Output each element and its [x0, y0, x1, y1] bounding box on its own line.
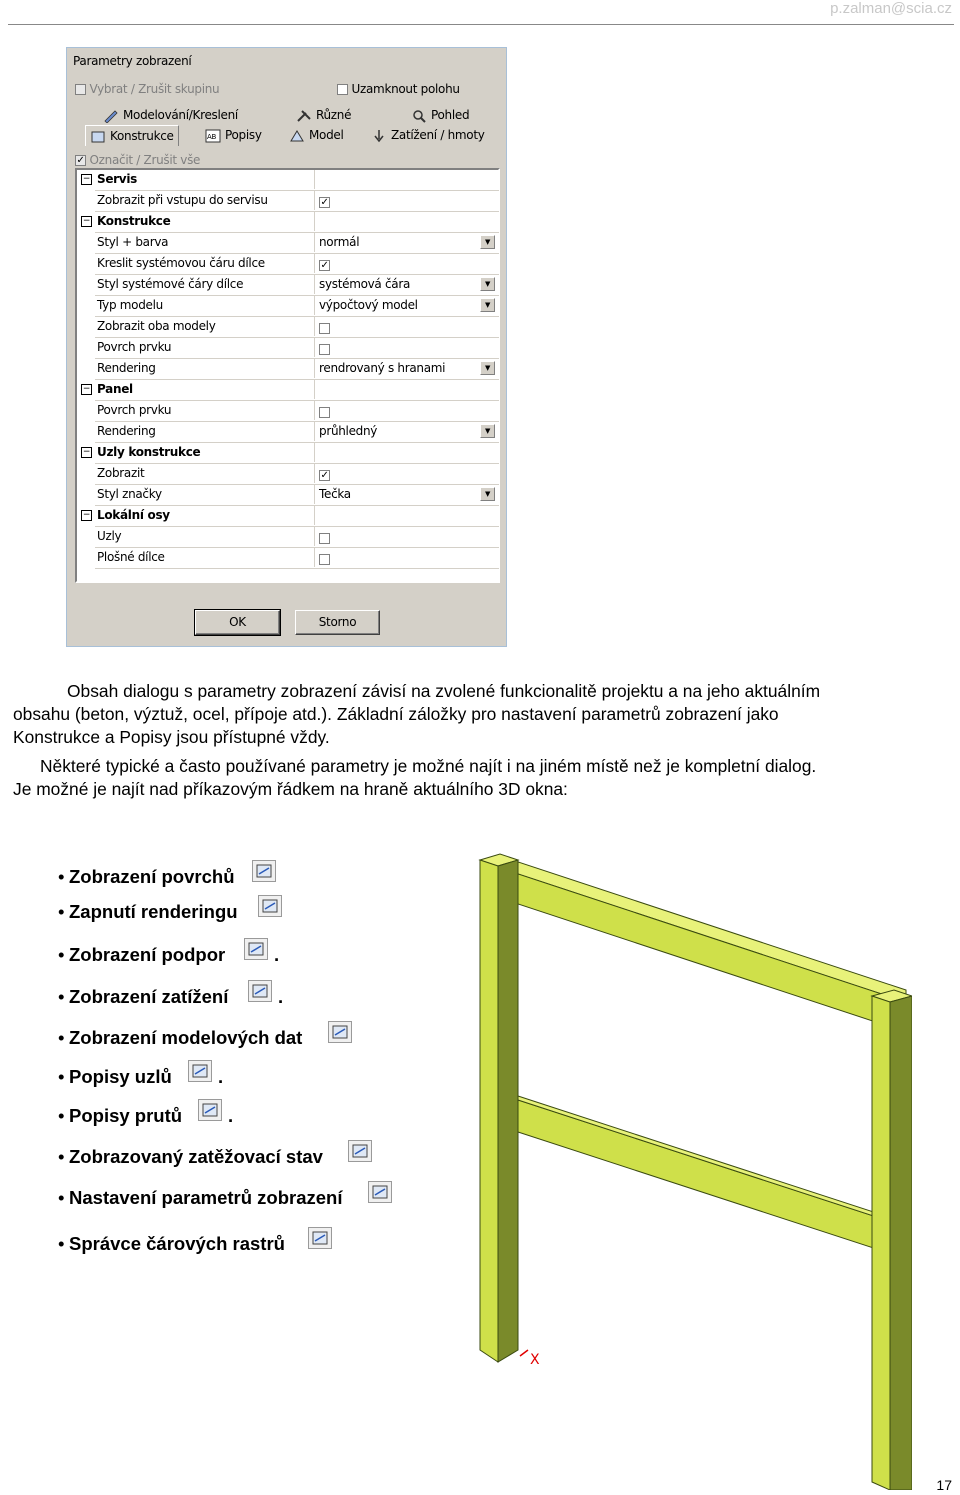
tab-loads[interactable]: Zatížení / hmoty	[367, 125, 489, 145]
grid-property-row[interactable]	[95, 296, 499, 317]
tab-view[interactable]: Pohled	[407, 105, 473, 125]
property-grid-rows	[82, 170, 499, 569]
grid-row-label: Styl značky	[95, 485, 315, 504]
collapse-icon[interactable]: −	[82, 447, 91, 457]
grid-row-label: Zobrazit oba modely	[95, 317, 315, 336]
property-grid[interactable]	[75, 168, 500, 583]
checkbox[interactable]	[319, 323, 330, 334]
grid-row-label: Panel	[95, 380, 315, 399]
header-divider	[8, 24, 954, 25]
paragraph-2-line-2: Je možné je najít nad příkazovým řádkem na hraně aktuálního 3D okna:	[13, 779, 568, 799]
grid-row-label: Zobrazit	[95, 464, 315, 483]
checkbox[interactable]: ✓	[320, 197, 329, 208]
grid-property-row[interactable]	[95, 317, 499, 338]
grid-row-label: Povrch prvku	[95, 401, 315, 420]
tab-model[interactable]: Model	[285, 125, 348, 145]
bullet-dot: •	[58, 901, 65, 922]
grid-property-row[interactable]	[95, 233, 499, 254]
grid-property-row[interactable]	[95, 401, 499, 422]
grid-row-label: Uzly	[95, 527, 315, 546]
display-parameters-dialog	[66, 47, 507, 647]
bullet-dot: •	[58, 1187, 65, 1208]
grid-row-value[interactable]	[317, 548, 499, 567]
list-item	[58, 986, 228, 1008]
grid-row-label: Kreslit systémovou čáru dílce	[95, 254, 315, 273]
checkbox[interactable]	[319, 344, 330, 355]
list-item-label: Zapnutí renderingu	[69, 901, 238, 922]
grid-row-value[interactable]	[317, 338, 499, 357]
paragraph-1-line-1: Obsah dialogu s parametry zobrazení závisí na zvolené funkcionalitě projektu a na jeho aktuálním	[67, 681, 821, 701]
dropdown-value: výpočtový model	[319, 298, 418, 312]
grid-row-label: Uzly konstrukce	[95, 443, 315, 462]
list-item	[58, 901, 238, 923]
select-group-label: Vybrat / Zrušit skupinu	[89, 82, 220, 96]
magnifier-icon	[411, 109, 427, 123]
list-item-label: Zobrazení modelových dat	[69, 1027, 303, 1048]
grid-row-value[interactable]	[317, 317, 499, 336]
collapse-icon[interactable]: −	[82, 384, 91, 394]
grid-property-row[interactable]	[95, 548, 499, 569]
paragraph-1	[13, 680, 943, 749]
grid-row-value[interactable]	[317, 254, 499, 273]
grid-property-row[interactable]	[95, 191, 499, 212]
grid-row-label: Rendering	[95, 422, 315, 441]
collapse-icon[interactable]: −	[82, 510, 91, 520]
bullet-dot: •	[58, 1027, 65, 1048]
bullet-dot: •	[58, 1146, 65, 1167]
grid-group-row[interactable]	[82, 170, 499, 191]
grid-group-row[interactable]	[82, 506, 499, 527]
paragraph-2	[13, 755, 943, 801]
pencil-icon	[103, 109, 119, 123]
list-item-label: Zobrazení zatížení	[69, 986, 229, 1007]
checkbox[interactable]	[319, 533, 330, 544]
paragraph-2-line-1: Některé typické a často používané parametry je možné najít i na jiném místě než je kompletní dialog.	[40, 756, 817, 776]
view-params-icon[interactable]	[368, 1181, 392, 1203]
grid-row-value[interactable]	[317, 401, 499, 420]
member-labels-icon[interactable]	[198, 1099, 222, 1121]
list-item	[58, 1105, 182, 1127]
list-item	[58, 944, 225, 966]
list-item-label: Zobrazovaný zatěžovací stav	[69, 1146, 323, 1167]
list-item-label: Zobrazení povrchů	[69, 866, 235, 887]
dropdown-value: systémová čára	[319, 277, 411, 291]
tab-structure[interactable]: Konstrukce	[85, 125, 179, 146]
svg-text:AB: AB	[207, 132, 216, 141]
grid-row-value[interactable]	[317, 359, 499, 378]
select-group-checkbox[interactable]	[75, 84, 86, 95]
grid-row-value[interactable]	[317, 191, 499, 210]
grid-row-label: Lokální osy	[95, 506, 315, 525]
dropdown-arrow-icon[interactable]: ▼	[480, 424, 495, 438]
checkbox[interactable]	[319, 554, 330, 565]
select-group-option[interactable]	[75, 82, 219, 102]
bullet-dot: •	[58, 1066, 65, 1087]
mark-all-label: Označit / Zrušit vše	[89, 153, 201, 167]
render-icon[interactable]	[258, 895, 282, 917]
list-item	[58, 866, 235, 888]
load-icon[interactable]	[248, 980, 272, 1002]
list-item	[58, 1066, 172, 1088]
grid-property-row[interactable]	[95, 464, 499, 485]
collapse-icon[interactable]: −	[82, 174, 91, 184]
list-item	[58, 1027, 302, 1049]
tab-modeling[interactable]: Modelování/Kreslení	[99, 105, 242, 125]
grid-row-value[interactable]	[317, 233, 499, 252]
grid-row-label: Styl systémové čáry dílce	[95, 275, 315, 294]
dropdown-arrow-icon[interactable]: ▼	[480, 277, 495, 291]
list-item	[58, 1146, 323, 1168]
load-case-icon[interactable]	[348, 1140, 372, 1162]
grid-group-row[interactable]	[82, 212, 499, 233]
grid-property-row[interactable]	[95, 359, 499, 380]
dropdown-value: rendrovaný s hranami	[319, 361, 446, 375]
grid-row-value[interactable]	[317, 296, 499, 315]
bullet-dot: •	[58, 1233, 65, 1254]
bullet-dot: •	[58, 1105, 65, 1126]
cancel-button[interactable]: Storno	[295, 610, 380, 635]
grid-property-row[interactable]	[95, 485, 499, 506]
lock-position-checkbox[interactable]	[337, 84, 348, 95]
grid-property-row[interactable]	[95, 275, 499, 296]
checkbox[interactable]: ✓	[320, 470, 329, 481]
list-item-trail: .	[278, 986, 284, 1007]
dropdown-arrow-icon[interactable]: ▼	[480, 235, 495, 249]
list-item-label: Správce čárových rastrů	[69, 1233, 285, 1254]
axis-marker-icon: X	[530, 1352, 540, 1368]
list-item-trail: .	[228, 1105, 234, 1126]
ok-button[interactable]: OK	[195, 610, 280, 635]
grid-row-value[interactable]	[317, 464, 499, 483]
abc-icon	[205, 129, 221, 143]
paragraph-1-line-2: obsahu (beton, výztuž, ocel, přípoje atd.). Základní záložky pro nastavení parametrů zobrazení jako	[13, 704, 779, 724]
surface-icon[interactable]	[252, 860, 276, 882]
arrow-down-icon	[371, 129, 387, 143]
grid-row-value[interactable]	[317, 485, 499, 504]
grid-row-label: Povrch prvku	[95, 338, 315, 357]
grid-group-row[interactable]	[82, 443, 499, 464]
mark-all-checkbox[interactable]: ✓	[76, 155, 85, 166]
grid-property-row[interactable]	[95, 527, 499, 548]
dropdown-arrow-icon[interactable]: ▼	[480, 298, 495, 312]
grid-row-label: Plošné dílce	[95, 548, 315, 567]
list-item-label: Popisy prutů	[69, 1105, 183, 1126]
model-icon	[289, 129, 305, 143]
header-email: p.zalman@scia.cz	[830, 0, 952, 17]
grid-row-label: Typ modelu	[95, 296, 315, 315]
grid-row-value[interactable]	[317, 275, 499, 294]
dropdown-arrow-icon[interactable]: ▼	[480, 487, 495, 501]
dialog-title: Parametry zobrazení	[73, 54, 192, 68]
grid-row-label: Servis	[95, 170, 315, 189]
collapse-icon[interactable]: −	[82, 216, 91, 226]
list-item-trail: .	[274, 944, 280, 965]
grid-row-label: Konstrukce	[95, 212, 315, 231]
bullet-dot: •	[58, 986, 65, 1007]
list-item-label: Nastavení parametrů zobrazení	[69, 1187, 343, 1208]
node-labels-icon[interactable]	[188, 1060, 212, 1082]
grid-row-label: Rendering	[95, 359, 315, 378]
bullet-dot: •	[58, 866, 65, 887]
grid-row-value[interactable]	[317, 422, 499, 441]
grid-row-label: Styl + barva	[95, 233, 315, 252]
top-beam-top	[500, 856, 906, 1002]
list-item-label: Popisy uzlů	[69, 1066, 172, 1087]
top-beam-side	[500, 868, 906, 1032]
list-item	[58, 1187, 342, 1209]
grid-property-row[interactable]	[95, 338, 499, 359]
grid-row-label: Zobrazit při vstupu do servisu	[95, 191, 315, 210]
checkbox[interactable]	[319, 407, 330, 418]
dropdown-arrow-icon[interactable]: ▼	[480, 361, 495, 375]
frame-3d-illustration	[462, 850, 912, 1490]
list-item-trail: .	[218, 1066, 224, 1087]
support-icon[interactable]	[244, 938, 268, 960]
left-column-side	[498, 860, 518, 1362]
paragraph-1-line-3: Konstrukce a Popisy jsou přístupné vždy.	[13, 727, 330, 747]
middle-beam	[518, 1100, 892, 1254]
tab-misc[interactable]: Různé	[292, 105, 355, 125]
dropdown-value: průhledný	[319, 424, 378, 438]
right-column-front	[872, 996, 890, 1490]
bullet-dot: •	[58, 944, 65, 965]
structure-icon	[90, 130, 106, 144]
tab-labels[interactable]: AB Popisy	[207, 128, 262, 142]
tools-icon	[296, 109, 312, 123]
list-item-label: Zobrazení podpor	[69, 944, 226, 965]
model-data-icon[interactable]	[328, 1021, 352, 1043]
checkbox[interactable]: ✓	[320, 260, 329, 271]
lock-position-label: Uzamknout polohu	[351, 82, 460, 96]
dropdown-value: normál	[319, 235, 360, 249]
line-grid-icon[interactable]	[308, 1227, 332, 1249]
left-column-front	[480, 860, 498, 1362]
grid-row-value[interactable]	[317, 527, 499, 546]
lock-position-option[interactable]	[337, 82, 460, 102]
dropdown-value: Tečka	[319, 487, 351, 501]
grid-group-row[interactable]	[82, 380, 499, 401]
page-number: 17	[936, 1477, 952, 1493]
grid-property-row[interactable]	[95, 254, 499, 275]
grid-property-row[interactable]	[95, 422, 499, 443]
right-column-side	[890, 996, 912, 1490]
list-item	[58, 1233, 285, 1255]
